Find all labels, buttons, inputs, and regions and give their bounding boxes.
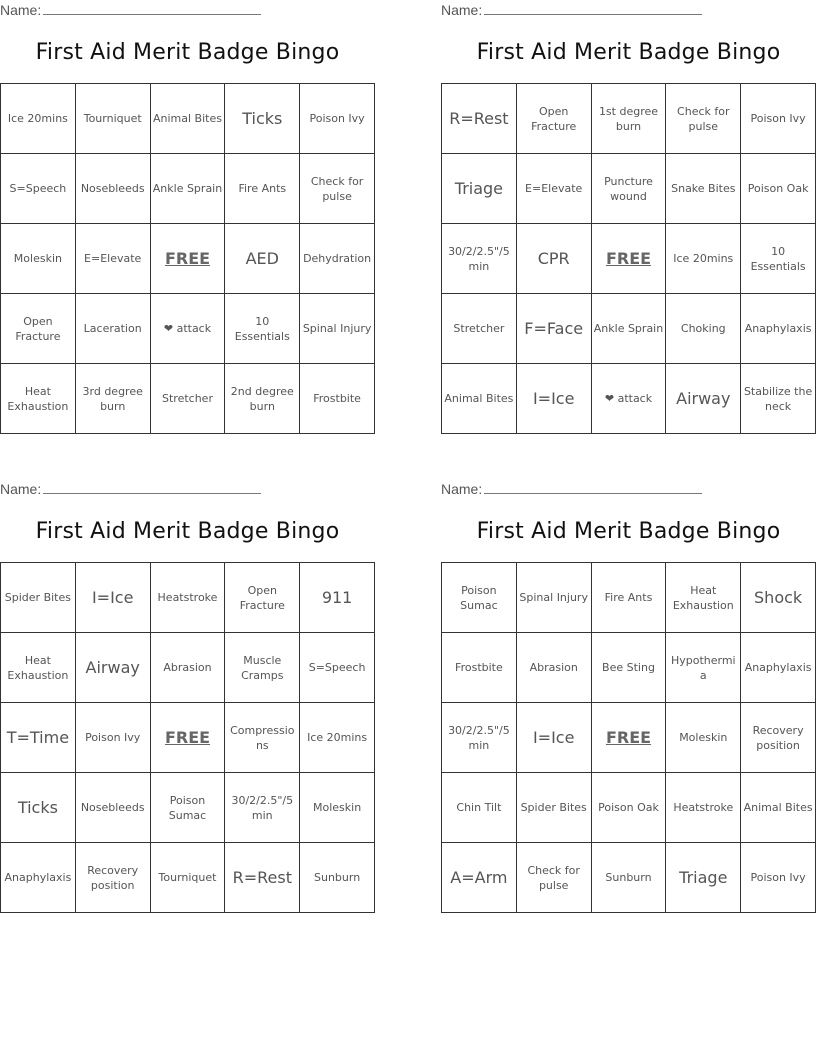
bingo-cell: Stabilize the neck [741,364,816,434]
bingo-grid [0,562,375,913]
bingo-cell: Recovery position [76,843,151,913]
bingo-grid [441,562,816,913]
bingo-cell: Heat Exhaustion [1,364,76,434]
bingo-cell: Abrasion [151,633,226,703]
bingo-cell: Poison Ivy [741,843,816,913]
bingo-cell: Heatstroke [666,773,741,843]
free-space-cell: FREE [592,224,667,294]
bingo-cell: Nosebleeds [76,154,151,224]
bingo-cell: 2nd degree burn [225,364,300,434]
name-blank-line [43,481,261,494]
bingo-cell: Ankle Sprain [151,154,226,224]
bingo-cell: Shock [741,563,816,633]
bingo-cell: Ticks [1,773,76,843]
bingo-cell: Anaphylaxis [741,633,816,703]
bingo-cell: I=Ice [517,703,592,773]
bingo-cell: 10 Essentials [741,224,816,294]
bingo-cell: E=Elevate [76,224,151,294]
bingo-cell: CPR [517,224,592,294]
bingo-cell: Poison Ivy [741,84,816,154]
bingo-cell: Frostbite [442,633,517,703]
free-space-cell: FREE [592,703,667,773]
bingo-cell: Fire Ants [592,563,667,633]
bingo-cell: Poison Ivy [300,84,375,154]
bingo-cell: Animal Bites [151,84,226,154]
bingo-cell: Moleskin [300,773,375,843]
name-label: Name: [0,481,42,497]
bingo-cell: Tourniquet [76,84,151,154]
bingo-cell: 30/2/2.5"/5min [442,224,517,294]
bingo-cell: Stretcher [151,364,226,434]
bingo-cell: Check for pulse [300,154,375,224]
bingo-cell: Open Fracture [1,294,76,364]
name-blank-line [484,2,702,15]
free-space-cell: FREE [151,224,226,294]
bingo-cell: Dehydration [300,224,375,294]
name-field [441,481,702,497]
bingo-cell: Nosebleeds [76,773,151,843]
bingo-cell: Anaphylaxis [741,294,816,364]
bingo-cell: 10 Essentials [225,294,300,364]
bingo-grid [0,83,375,434]
bingo-cell: Triage [442,154,517,224]
bingo-cell: ❤ attack [151,294,226,364]
bingo-cell: Animal Bites [741,773,816,843]
name-field [441,2,702,18]
bingo-cell: Heat Exhaustion [1,633,76,703]
bingo-cell: Check for pulse [517,843,592,913]
bingo-cell: Fire Ants [225,154,300,224]
bingo-cell: Airway [76,633,151,703]
bingo-cell: Poison Oak [741,154,816,224]
bingo-card-2 [441,0,816,450]
bingo-cell: I=Ice [517,364,592,434]
bingo-cell: Muscle Cramps [225,633,300,703]
name-blank-line [43,2,261,15]
bingo-cell: Ice 20mins [1,84,76,154]
bingo-cell: Ankle Sprain [592,294,667,364]
bingo-cell: Airway [666,364,741,434]
bingo-cell: Abrasion [517,633,592,703]
name-field [0,2,261,18]
bingo-cell: Sunburn [300,843,375,913]
bingo-cell: R=Rest [225,843,300,913]
bingo-cell: Poison Sumac [442,563,517,633]
bingo-cell: Poison Sumac [151,773,226,843]
bingo-cell: Laceration [76,294,151,364]
bingo-cell: Animal Bites [442,364,517,434]
name-label: Name: [0,2,42,18]
bingo-cell: Check for pulse [666,84,741,154]
bingo-cell: Heatstroke [151,563,226,633]
bingo-cell: T=Time [1,703,76,773]
bingo-cell: Moleskin [1,224,76,294]
name-blank-line [484,481,702,494]
bingo-cell: Puncture wound [592,154,667,224]
bingo-cell: Open Fracture [517,84,592,154]
bingo-cell: Open Fracture [225,563,300,633]
name-field [0,481,261,497]
bingo-cell: Frostbite [300,364,375,434]
bingo-cell: Heat Exhaustion [666,563,741,633]
bingo-card-4 [441,479,816,929]
bingo-cell: Anaphylaxis [1,843,76,913]
bingo-cell: Choking [666,294,741,364]
bingo-cell: Stretcher [442,294,517,364]
bingo-cell: Recovery position [741,703,816,773]
bingo-cell: E=Elevate [517,154,592,224]
bingo-cell: Triage [666,843,741,913]
bingo-cell: R=Rest [442,84,517,154]
bingo-cell: Bee Sting [592,633,667,703]
bingo-cell: 911 [300,563,375,633]
bingo-grid [441,83,816,434]
bingo-cell: Spider Bites [1,563,76,633]
bingo-cell: A=Arm [442,843,517,913]
card-title: First Aid Merit Badge Bingo [476,519,781,544]
name-label: Name: [441,481,483,497]
free-space-cell: FREE [151,703,226,773]
bingo-cell: Chin Tilt [442,773,517,843]
bingo-card-3 [0,479,375,929]
bingo-cell: Snake Bites [666,154,741,224]
bingo-cell: 30/2/2.5"/5min [442,703,517,773]
card-title: First Aid Merit Badge Bingo [35,519,340,544]
bingo-cell: S=Speech [1,154,76,224]
bingo-cell: Ice 20mins [666,224,741,294]
bingo-cell: ❤ attack [592,364,667,434]
card-title: First Aid Merit Badge Bingo [35,40,340,65]
bingo-cell: Tourniquet [151,843,226,913]
card-title: First Aid Merit Badge Bingo [476,40,781,65]
bingo-card-1 [0,0,375,450]
bingo-cell: Sunburn [592,843,667,913]
bingo-cell: Moleskin [666,703,741,773]
bingo-cell: S=Speech [300,633,375,703]
bingo-cell: 3rd degree burn [76,364,151,434]
name-label: Name: [441,2,483,18]
bingo-cell: Ice 20mins [300,703,375,773]
bingo-cell: Poison Ivy [76,703,151,773]
bingo-cell: Poison Oak [592,773,667,843]
bingo-cell: Hypothermia [666,633,741,703]
bingo-cell: 30/2/2.5"/5min [225,773,300,843]
bingo-cell: I=Ice [76,563,151,633]
bingo-cell: Spinal Injury [517,563,592,633]
bingo-cell: 1st degree burn [592,84,667,154]
bingo-cell: Compressions [225,703,300,773]
bingo-cell: F=Face [517,294,592,364]
bingo-cell: Ticks [225,84,300,154]
bingo-cell: Spinal Injury [300,294,375,364]
bingo-cell: Spider Bites [517,773,592,843]
bingo-cell: AED [225,224,300,294]
